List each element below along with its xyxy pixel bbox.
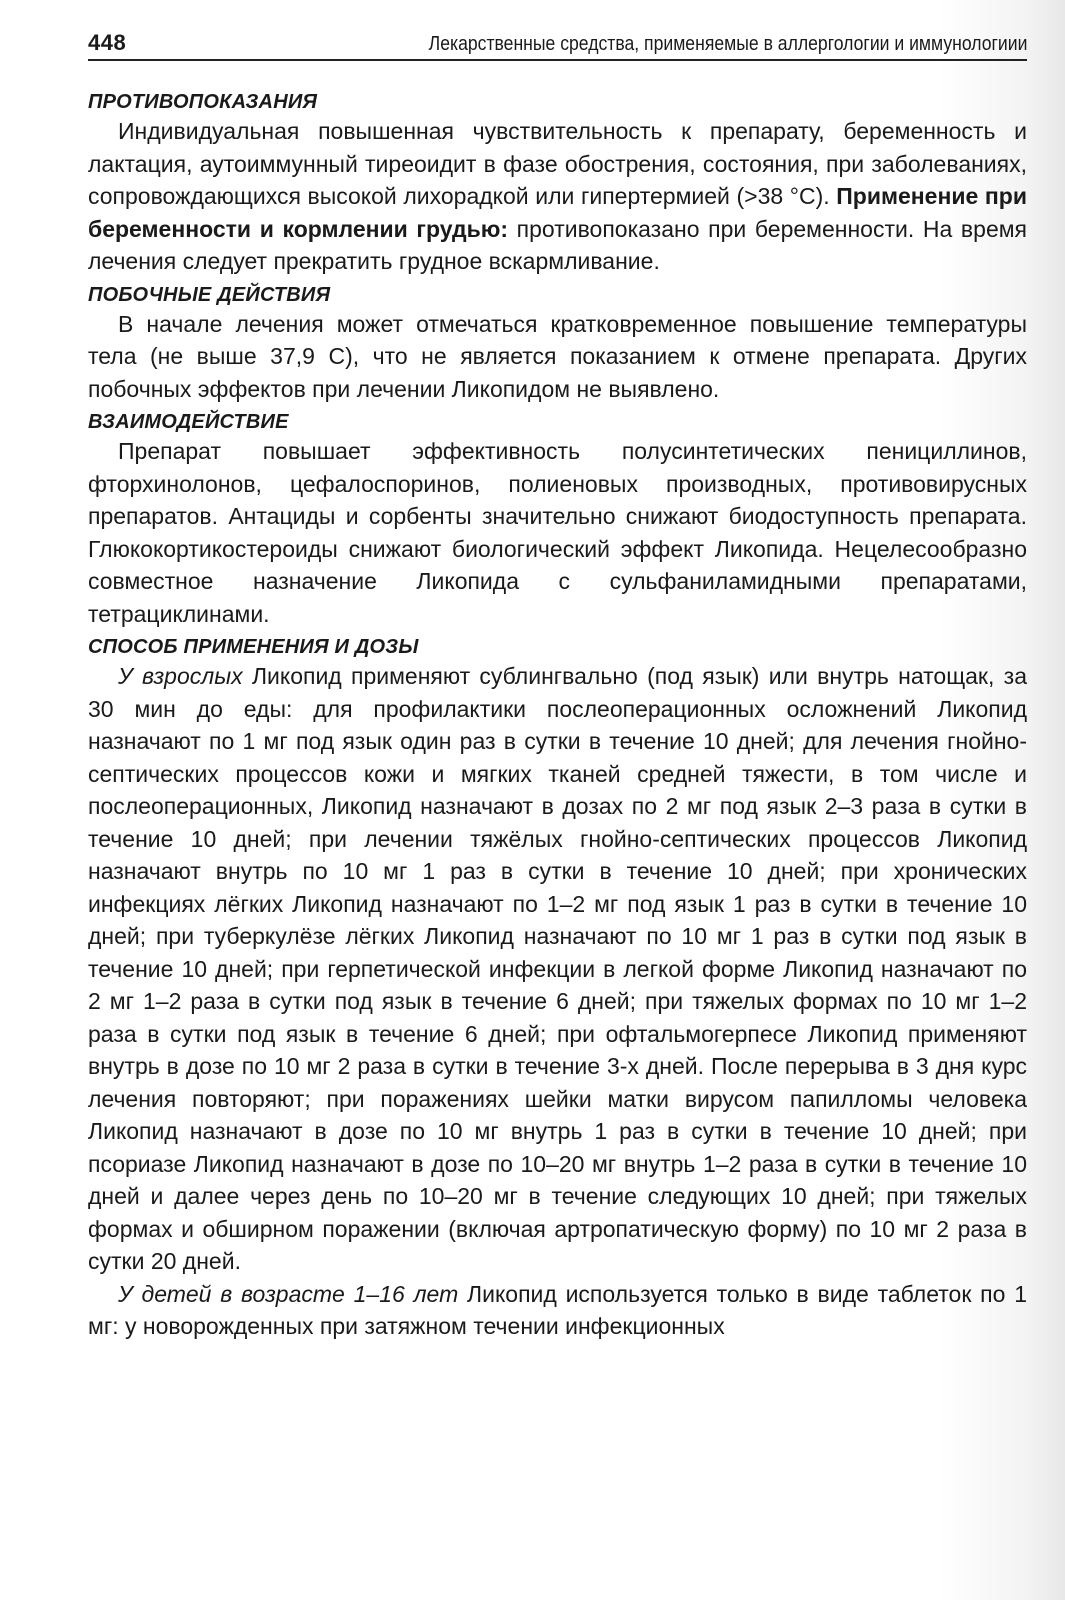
page-number: 448	[88, 30, 127, 55]
section-title: СПОСОБ ПРИМЕНЕНИЯ И ДОЗЫ	[88, 636, 419, 658]
paragraph-text: Ликопид применяют сублингвально (под язык) или внутрь натощак, за 30 мин до еды: для профилактики послеоперационных осложнений Ликопид назначают по 1 мг под язык один раз в сутки в течение 10 дней; для лечения гнойно-септических процессов кожи и мягких тканей средней тяжести, в том числе и послеоперационных, Ликопид назначают в дозах по 2 мг под язык 2–3 раза в сутки в течение 10 дней; при лечении тяжёлых гнойно-септических процессов Ликопид назначают внутрь по 10 мг 1 раз в сутки в течение 10 дней; при хронических инфекциях лёгких Ликопид назначают по 1–2 мг под язык 1 раз в сутки в течение 10 дней; при туберкулёзе лёгких Ликопид назначают по 10 мг 1 раз в сутки под язык в течение 10 дней; при герпетической инфекции в легкой форме Ликопид назначают по 2 мг 1–2 раза в сутки под язык в течение 6 дней; при тяжелых формах по 10 мг 1–2 раза в сутки под язык в течение 6 дней; при офтальмогерпесе Ликопид применяют внутрь в дозе по 10 мг 2 раза в сутки в течение 3-х дней. После перерыва в 3 дня курс лечения повторяют; при поражениях шейки матки вирусом папилломы человека Ликопид назначают в дозе по 10 мг внутрь 1 раз в сутки в течение 10 дней; при псориазе Ликопид назначают в дозе по 10–20 мг внутрь 1–2 раза в сутки в течение 10 дней и далее через день по 10–20 мг в течение следующих 10 дней; при тяжелых формах и обширном поражении (включая артропатическую форму) по 10 мг 2 раза в сутки 20 дней.	[88, 663, 1027, 1274]
italic-label: У взрослых	[118, 663, 243, 689]
bold-label: Применение при беременности и кормлении грудью:	[88, 183, 1027, 242]
paragraph-text: Индивидуальная повышенная чувствительность к препарату, беременность и лактация, аутоиммунный тиреоидит в фазе обострения, состояния, при заболеваниях, сопровождающихся высокой лихорадкой или гипертермией (>38 °С).	[88, 118, 1027, 209]
section-paragraph	[88, 115, 1027, 278]
section-paragraph-children	[88, 1278, 1027, 1343]
paragraph-text: Ликопид используется только в виде таблеток по 1 мг: у новорожденных при затяжном течении инфекционных	[88, 1280, 1028, 1339]
page-header	[88, 30, 1027, 61]
section-paragraph-adults	[88, 660, 1027, 1278]
paragraph-text: противопоказано при беременности. На время лечения следует прекратить грудное вскармливание.	[88, 215, 1028, 274]
section-contraindications	[88, 89, 1027, 278]
section-title: ПОБОЧНЫЕ ДЕЙСТВИЯ	[88, 283, 331, 306]
section-side-effects	[88, 282, 1027, 406]
running-title: Лекарственные средства, применяемые в аллергологии и иммунологиии	[428, 33, 1027, 55]
section-paragraph: Препарат повышает эффективность полусинтетических пенициллинов, фторхинолонов, цефалоспоринов, полиеновых производных, противовирусных препаратов. Антациды и сорбенты значительно снижают биодоступность препарата. Глюкокортикостероиды снижают биологический эффект Ликопида. Нецелесообразно совместное назначение Ликопида с сульфаниламидными препаратами, тетрациклинами.	[88, 438, 1027, 627]
section-dosage	[88, 634, 1027, 1343]
section-paragraph: В начале лечения может отмечаться кратковременное повышение температуры тела (не выше 37,9 С), что не является показанием к отмене препарата. Других побочных эффектов при лечении Ликопидом не выявлено.	[88, 310, 1027, 402]
italic-label: У детей в возрасте 1–16 лет	[118, 1280, 459, 1307]
section-title: ВЗАИМОДЕЙСТВИЕ	[88, 411, 289, 433]
section-title: ПРОТИВОПОКАЗАНИЯ	[88, 91, 318, 113]
section-interaction	[88, 409, 1027, 630]
